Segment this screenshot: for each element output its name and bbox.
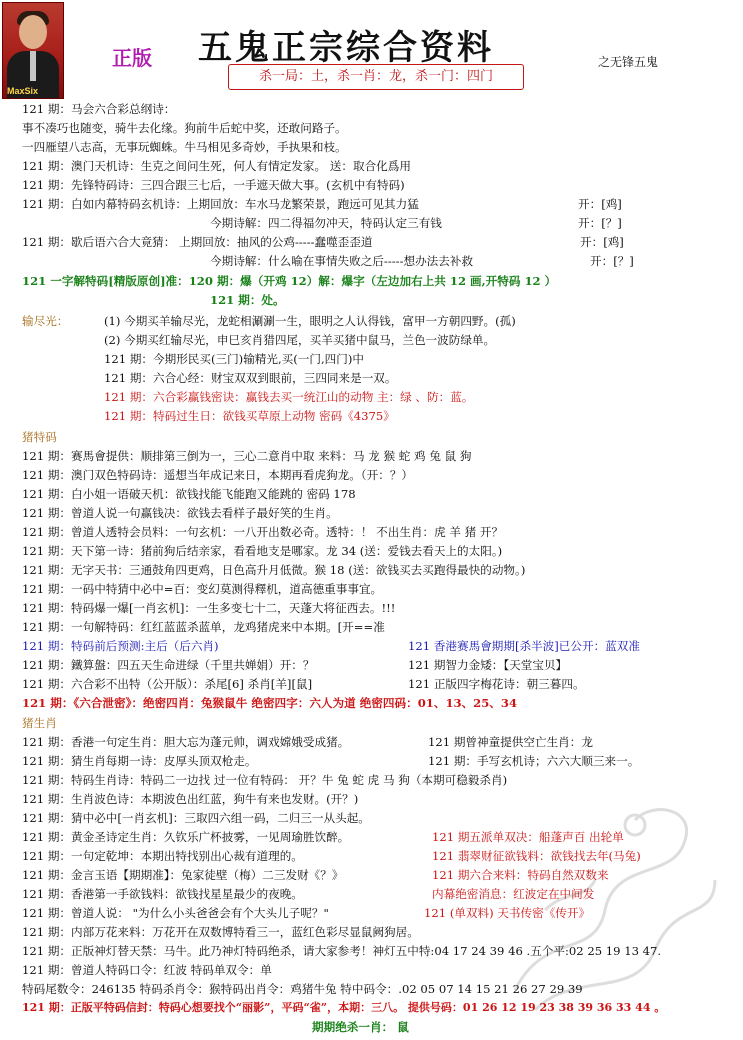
text-line: 121 期：手写玄机诗；六六大顺三来一。	[428, 754, 640, 768]
text-line: 121 期：白小姐一语破天机：欲钱找能飞能跑又能跳的 密码 178	[22, 487, 356, 501]
text-line: (1) 今期买羊输尽光，龙蛇相涮涮一生，眼明之人认得钱，富甲一方朝四野。(孤)	[104, 314, 516, 328]
text-line: 121 期：香港第一手欲钱料：欲钱找星星最少的夜晚。	[22, 887, 303, 901]
open-result: 开：[鸡]	[580, 235, 624, 249]
dragon-watermark	[485, 790, 735, 1040]
text-line: 121 期：先锋特码诗：三四合跟三七后，一手遮天做大事。(玄机中有特码)	[22, 178, 405, 192]
text-line: 121 期：六合心经：财宝双双到眼前，三四同来是一双。	[104, 371, 397, 385]
text-line: 121 期：特码前后预测:主后（后六肖)	[22, 639, 219, 653]
text-line: 121 期：鐵算盤：四五天生命进绿（千里共婵娟）开：？	[22, 658, 315, 672]
highlight-line: 121 期六合来料：特码自然双数来	[432, 868, 609, 882]
text-line: 121 期：一码中特猜中必中=百：变幻莫测得釋机，道高德重事事宜。	[22, 582, 383, 596]
page-title: 五鬼正宗综合资料	[198, 28, 494, 68]
page-subtitle: 之无锋五鬼	[598, 55, 659, 69]
text-line: 121 期：特码生肖诗：特码二一边找 过一位有特码： 开？牛 兔 蛇 虎 马 狗（本期可稳毅杀肖)	[22, 773, 508, 787]
highlight-line: 121 期：《六合泄密》：绝密四肖：兔猴鼠牛 绝密四字：六人为道 绝密四码：01、13、25、34	[22, 696, 518, 710]
text-line: 121 期：天下第一诗：猪前狗后结亲家，看看地支是哪家。龙 34 (送：爱钱去看天上的太阳。)	[22, 544, 503, 558]
text-line: 121 期智力金矮：【天堂宝贝】	[408, 658, 568, 672]
text-line: 特码尾数令：246135 特码杀肖令：猴特码出肖令：鸡猪牛兔 特中码令：.02 05 07 14 15 21 26 27 29 39	[22, 982, 583, 996]
highlight-line: 121 翡翠财征欲钱料：欲钱找去年(马兔)	[432, 849, 641, 863]
highlight-line: 121 期：正版平特码信封：特码心想要找个“丽影”，平码“雀”，本期：三八。 提供号码：01 26 12 19 23 38 39 36 33 44 。	[22, 1001, 666, 1014]
text-line: 121 期：今期形民买(三门)输精光,买(一门,四门)中	[104, 352, 364, 366]
genuine-badge: 正版	[112, 46, 152, 70]
text-line: 121 期：香港一句定生肖：胆大忘为蓬元帅，调戏嫦娥受成猪。	[22, 735, 350, 749]
text-line: 121 期：歇后语六合大竟猜： 上期回放：抽风的公鸡-----蠢噬歪歪道	[22, 235, 373, 249]
text-line: 121 期曾神童提供空亡生肖：龙	[428, 735, 593, 749]
section-heading: 猪特码	[22, 430, 57, 444]
highlight-line: 121 期：六合彩赢钱密诀：赢钱去买一统江山的动物 主：绿 、防：蓝。	[104, 390, 474, 404]
text-line: 今期诗解：什么喻在事情失败之后-----想办法去补救	[210, 254, 474, 268]
text-line: 121 期：澳门天机诗：生克之间问生死，何人有情定发家。 送：取合化爲用	[22, 159, 411, 173]
text-line: 121 期：曾道人透特会员料：一句玄机：一八开出数必奇。透特：！ 不出生肖：虎 羊 猪 开？	[22, 525, 504, 539]
text-line: 121 期：金言玉语【期期准】：兔家徒壁（梅）二三发财《？》	[22, 868, 344, 882]
highlight-line: 内幕绝密消息：红波定在中间发	[432, 887, 595, 901]
text-line: 121 期：无字天书：三通鼓角四更鸡，日色高升月低微。猴 18 (送：欲钱买去买跑得最快的动物。)	[22, 563, 526, 577]
text-line: 121 正版四字梅花诗：朝三暮四。	[408, 677, 585, 691]
text-line: 今期诗解：四二得福勿冲天，特码认定三有钱	[210, 216, 442, 230]
text-line: 121 期：澳门双色特码诗：遥想当年成记来日，本期再看虎狗龙。（开：？）	[22, 468, 414, 482]
text-line: 121 期：正版神灯替天禁：马牛。此乃神灯特码绝杀，请大家参考！神灯五中特:04 17 24 39 46 .五个平:02 25 19 13 47.	[22, 944, 662, 958]
text-line: 一四雁望八志高，无事玩蜘蛛。牛马相见多奇妙，手执果和枝。	[22, 140, 347, 154]
open-result: 开：[？]	[590, 254, 634, 268]
open-result: 开：[？]	[578, 216, 622, 230]
text-line: 121 期：曾道人说： "为什么小头爸爸会有个大头儿子呢？"	[22, 906, 329, 920]
text-line: 121 期：猜生肖每期一诗：皮厚头顶双枪走。	[22, 754, 257, 768]
text-line: 事不凑巧也随变，骑牛去化缘。狗前牛后蛇中奖，还敢问路子。	[22, 121, 347, 135]
text-line: 121 期：六合彩不出特（公开版）：杀尾[6] 杀肖[羊][鼠]	[22, 677, 313, 691]
text-line: 121 期：一句解特码：红红蓝蓝杀蓝单，龙鸡猪虎来中本期。[开==准	[22, 620, 385, 634]
highlight-line: 121 期五派单双决：船蓬声百 出轮单	[432, 830, 624, 844]
open-result: 开：[鸡]	[578, 197, 622, 211]
text-line: 121 期：黄金圣诗定生肖：久钦乐广杯披雾，一见周瑜胜饮醉。	[22, 830, 350, 844]
portrait-photo	[2, 2, 64, 99]
key-kill-box: 杀一局：土，杀一肖：龙，杀一门：四门	[228, 64, 524, 90]
photo-brand: MaxSix	[7, 86, 39, 96]
text-line: 121 期：赛馬會提供：顺排第三倒为一，三心二意肖中取 来料：马 龙 猴 蛇 鸡 兔 鼠 狗	[22, 449, 472, 463]
highlight-line: 121 (单双料) 天书传密《传开》	[424, 906, 591, 920]
text-line: 121 期：生肖波色诗：本期波色出红蓝，狗牛有来也发财。(开？)	[22, 792, 359, 806]
highlight-line: 121 一字解特码[精版原创]准：120 期：爆（开鸡 12）解：爆字（左边加右上共 12 画,开特码 12 ）	[22, 274, 557, 288]
highlight-line: 121 期：特码过生日：欲钱买草原上动物 密码《4375》	[104, 409, 395, 423]
text-line: 121 期：特码爆一爆[一肖玄机]：一生多变七十二，天蓬大将征西去。!!!	[22, 601, 396, 615]
text-line: 121 期：白如内幕特码玄机诗：上期回放：车水马龙繁荣景，跑远可见其力猛	[22, 197, 419, 211]
text-line: 121 香港赛馬會期期[杀半波]已公开：蓝双准	[408, 639, 640, 653]
text-line: 121 期：曾道人特码口令：红波 特码单双令：单	[22, 963, 272, 977]
footer-line: 期期绝杀一肖： 鼠	[312, 1020, 409, 1034]
text-line: (2) 今期买红输尽光，申巳亥肖猎四尾，买羊买猪中鼠马，兰色一波防绿单。	[104, 333, 496, 347]
text-line: 121 期：马会六合彩总纲诗：	[22, 102, 176, 116]
text-line: 121 期：曾道人说一句赢钱决：欲钱去看样子最好笑的生肖。	[22, 506, 338, 520]
section-heading: 猪生肖	[22, 716, 57, 730]
section-heading: 输尽光：	[22, 314, 69, 328]
text-line: 121 期：一句定乾坤：本期出特找别出心裁有道理的。	[22, 849, 303, 863]
text-line: 121 期：内部万花来料：万花开在双数博特看三一，蓝红色彩尽显鼠阙狗居。	[22, 925, 419, 939]
text-line: 121 期：猜中必中[一肖玄机]：三取四六组一码，二归三一从头起。	[22, 811, 370, 825]
highlight-line: 121 期：处。	[210, 293, 285, 307]
